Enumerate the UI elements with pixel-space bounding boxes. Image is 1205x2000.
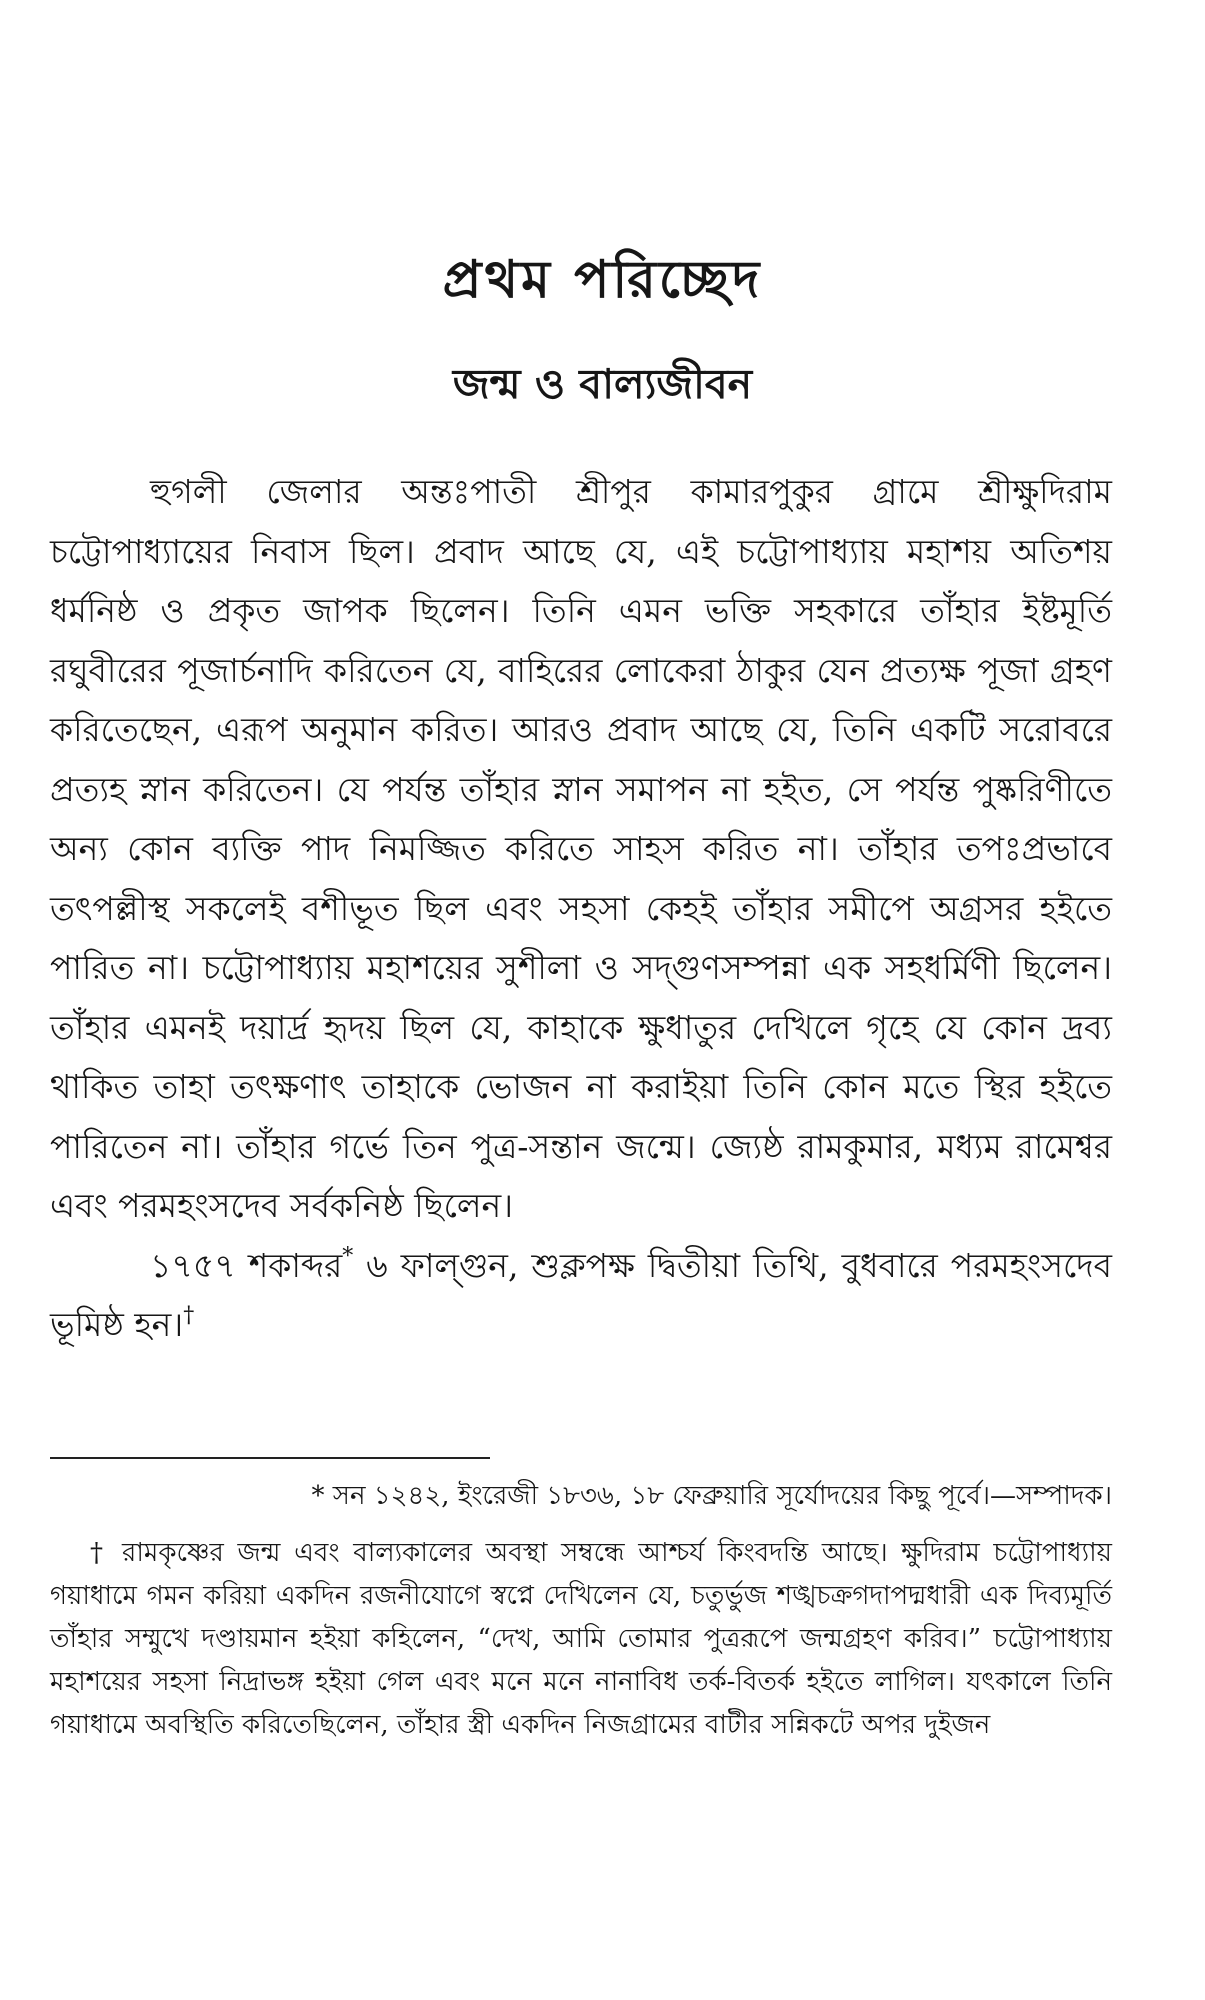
body-paragraph: [50, 1236, 1112, 1355]
footnotes: [50, 1475, 1112, 1761]
birth-date-text: ১৭৫৭ শকাব্দর: [150, 1245, 343, 1285]
birth-text: ৬ ফাল্গুন, শুক্লপক্ষ দ্বিতীয়া তিথি, বুধবারে পরমহংসদেব ভূমিষ্ঠ হন।: [50, 1245, 1112, 1344]
chapter-subtitle: জন্ম ও বাল্যজীবন: [452, 360, 753, 408]
body-text: [50, 462, 1112, 1355]
footnote-dagger: † রামকৃষ্ণের জন্ম এবং বাল্যকালের অবস্থা সম্বন্ধে আশ্চর্য কিংবদন্তি আছে। ক্ষুদিরাম চট্টোপাধ্যায় গয়াধামে গমন করিয়া একদিন রজনীযোগে স্বপ্নে দেখিলেন যে, চতুর্ভুজ শঙ্খচক্রগদাপদ্মধারী এক দিব্যমূর্তি তাঁহার সম্মুখে দণ্ডায়মান হইয়া কহিলেন, “দেখ, আমি তোমার পুত্ররূপে জন্মগ্রহণ করিব।” চট্টোপাধ্যায় মহাশয়ের সহসা নিদ্রাভঙ্গ হইয়া গেল এবং মনে মনে নানাবিধ তর্ক-বিতর্ক হইতে লাগিল। যৎকালে তিনি গয়াধামে অবস্থিতি করিতেছিলেন, তাঁহার স্ত্রী একদিন নিজগ্রামের বাটীর সন্নিকটে অপর দুইজন: [50, 1538, 1112, 1740]
footnote-divider: [50, 1457, 490, 1459]
footnote-asterisk: * সন ১২৪২, ইংরেজী ১৮৩৬, ১৮ ফেব্রুয়ারি সূর্যোদয়ের কিছু পূর্বে।—সম্পাদক।: [311, 1481, 1112, 1511]
footnote-marker-asterisk: *: [342, 1243, 354, 1269]
footnote-marker-dagger: †: [183, 1303, 195, 1328]
chapter-title: প্রথম পরিচ্ছেদ: [442, 250, 763, 310]
body-paragraph: হুগলী জেলার অন্তঃপাতী শ্রীপুর কামারপুকুর গ্রামে শ্রীক্ষুদিরাম চট্টোপাধ্যায়ের নিবাস ছিল। প্রবাদ আছে যে, এই চট্টোপাধ্যায় মহাশয় অতিশয় ধর্মনিষ্ঠ ও প্রকৃত জাপক ছিলেন। তিনি এমন ভক্তি সহকারে তাঁহার ইষ্টমূর্তি রঘুবীরের পূজার্চনাদি করিতেন যে, বাহিরের লোকেরা ঠাকুর যেন প্রত্যক্ষ পূজা গ্রহণ করিতেছেন, এরূপ অনুমান করিত। আরও প্রবাদ আছে যে, তিনি একটি সরোবরে প্রত্যহ স্নান করিতেন। যে পর্যন্ত তাঁহার স্নান সমাপন না হইত, সে পর্যন্ত পুষ্করিণীতে অন্য কোন ব্যক্তি পাদ নিমজ্জিত করিতে সাহস করিত না। তাঁহার তপঃপ্রভাবে তৎপল্লীস্থ সকলেই বশীভূত ছিল এবং সহসা কেহই তাঁহার সমীপে অগ্রসর হইতে পারিত না। চট্টোপাধ্যায় মহাশয়ের সুশীলা ও সদ্গুণসম্পন্না এক সহধর্মিণী ছিলেন। তাঁহার এমনই দয়ার্দ্র হৃদয় ছিল যে, কাহাকে ক্ষুধাতুর দেখিলে গৃহে যে কোন দ্রব্য থাকিত তাহা তৎক্ষণাৎ তাহাকে ভোজন না করাইয়া তিনি কোন মতে স্থির হইতে পারিতেন না। তাঁহার গর্ভে তিন পুত্র-সন্তান জন্মে। জ্যেষ্ঠ রামকুমার, মধ্যম রামেশ্বর এবং পরমহংসদেব সর্বকনিষ্ঠ ছিলেন।: [50, 472, 1112, 1225]
